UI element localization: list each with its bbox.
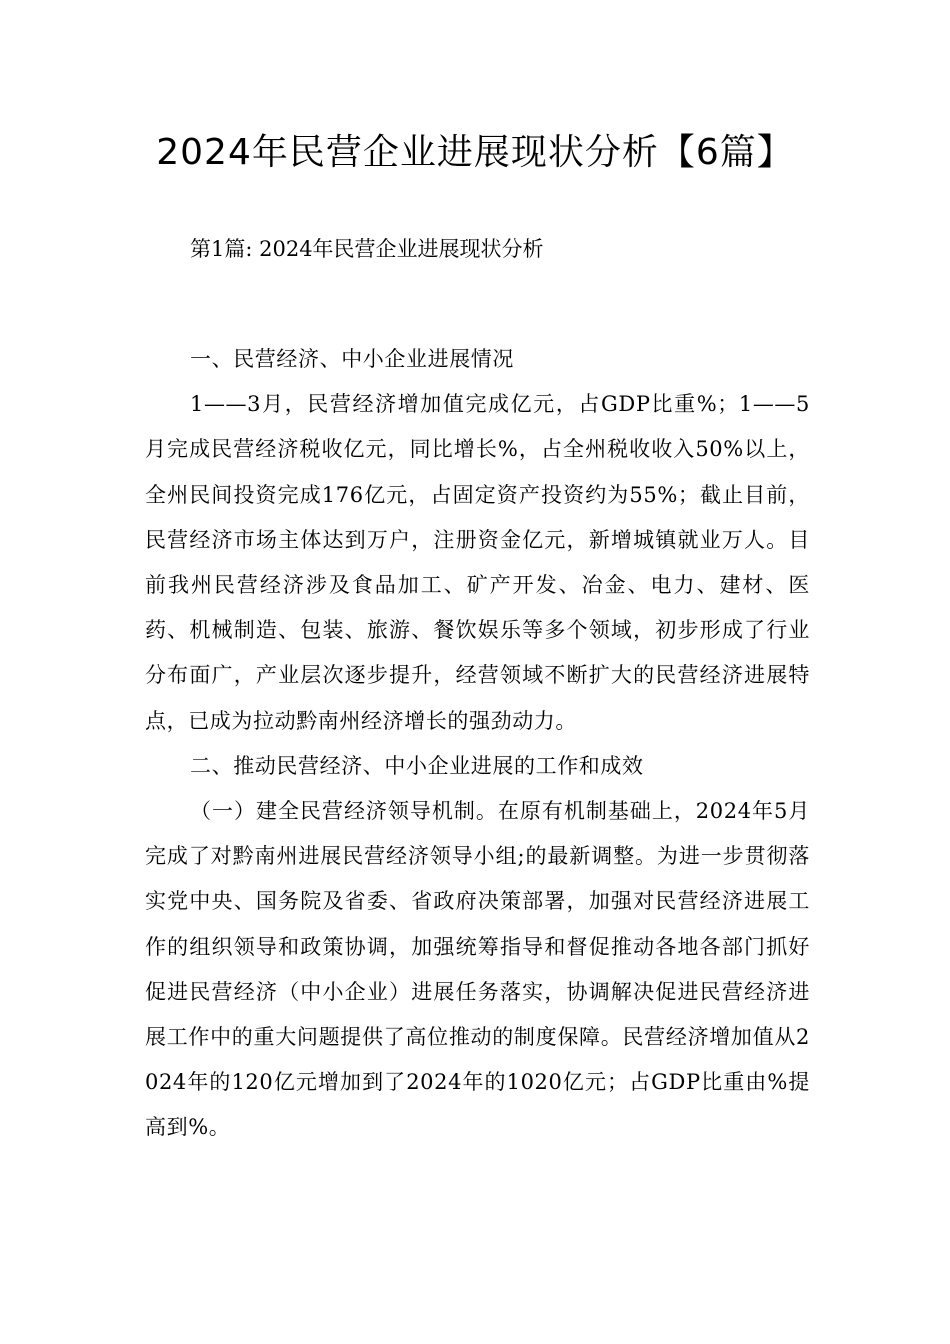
section-heading-2: 二、推动民营经济、中小企业进展的工作和成效 [190, 753, 644, 778]
body-paragraph-1: 1——3月，民营经济增加值完成亿元，占GDP比重%；1——5月完成民营经济税收亿元，同比增长%，占全州税收收入50%以上，全州民间投资完成176亿元，占固定资产投资约为55%；截止目前，民营经济市场主体达到万户，注册资金亿元，新增城镇就业万人。目前我州民营经济涉及食品加工、矿产开发、冶金、电力、建材、医药、机械制造、包装、旅游、餐饮娱乐等多个领域，初步形成了行业分布面广，产业层次逐步提升，经营领域不断扩大的民营经济进展特点，已成为拉动黔南州经济增长的强劲动力。 [145, 392, 810, 733]
section-heading-1: 一、民营经济、中小企业进展情况 [190, 347, 514, 371]
chapter-subtitle: 第1篇: 2024年民营企业进展现状分析 [190, 237, 544, 261]
body-paragraph-2: （一）建全民营经济领导机制。在原有机制基础上，2024年5月完成了对黔南州进展民营经济领导小组;的最新调整。为进一步贯彻落实党中央、国务院及省委、省政府决策部署，加强对民营经济进展工作的组织领导和政策协调，加强统筹指导和督促推动各地各部门抓好促进民营经济（中小企业）进展任务落实，协调解决促进民营经济进展工作中的重大问题提供了高位推动的制度保障。民营经济增加值从2024年的120亿元增加到了2024年的1020亿元；占GDP比重由%提高到%。 [145, 799, 810, 1140]
document-title: 2024年民营企业进展现状分析【6篇】 [156, 132, 794, 173]
document-body [145, 337, 810, 1151]
